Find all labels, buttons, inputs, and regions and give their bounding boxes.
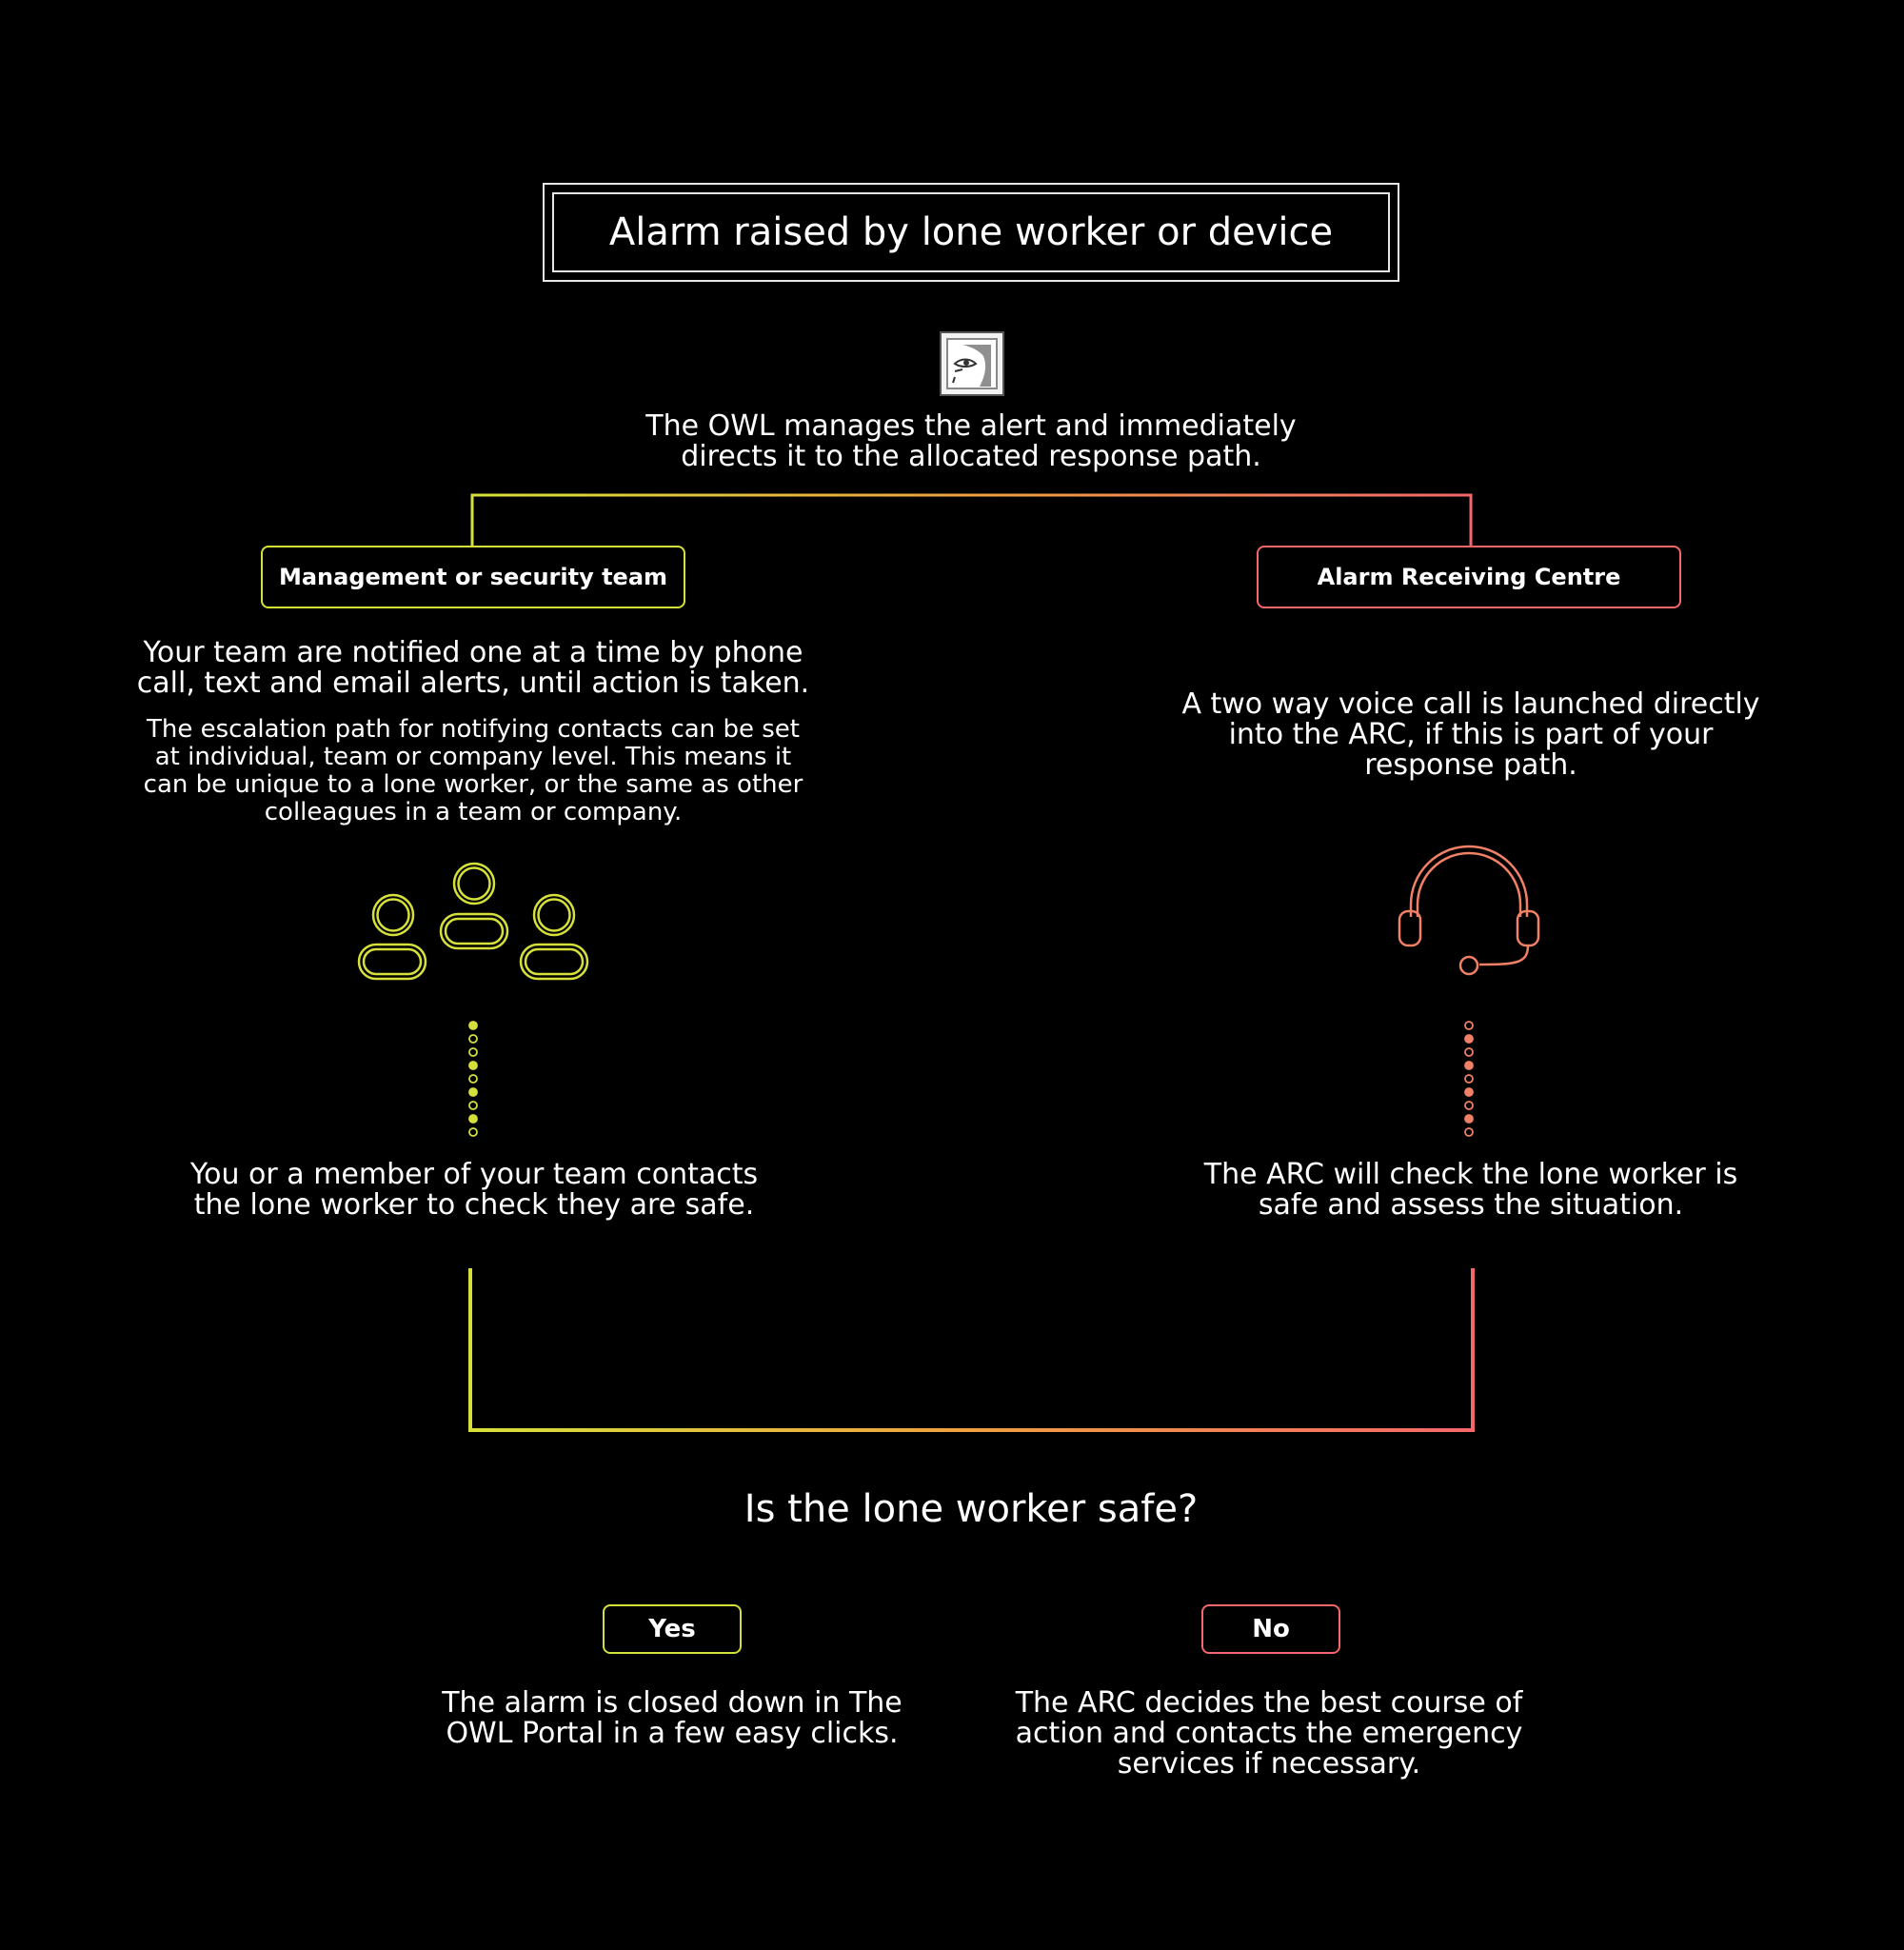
no-label: No	[1201, 1604, 1340, 1654]
safety-question: Is the lone worker safe?	[744, 1487, 1199, 1531]
no-outcome-text: The ARC decides the best course of action and contacts the emergency services if necessary.	[1015, 1686, 1523, 1781]
yes-outcome-text: The alarm is closed down in The OWL Portal in a few easy clicks.	[442, 1686, 902, 1750]
alarm-raised-box	[543, 183, 1399, 282]
management-outcome-text: You or a member of your team contacts the lone worker to check they are safe.	[189, 1158, 759, 1222]
arc-label: Alarm Receiving Centre	[1257, 546, 1681, 608]
split-connector	[472, 495, 1471, 546]
management-notify-text: Your team are notified one at a time by phone call, text and email alerts, until action is taken.	[136, 636, 810, 700]
alarm-raised-title: Alarm raised by lone worker or device	[552, 192, 1390, 272]
management-dotted-connector	[469, 1022, 477, 1136]
owl-logo-icon	[940, 331, 1004, 396]
arc-call-text: A two way voice call is launched directly into the ARC, if this is part of your response path.	[1181, 687, 1760, 782]
management-team-label: Management or security team	[261, 546, 685, 608]
yes-label: Yes	[603, 1604, 742, 1654]
arc-outcome-text: The ARC will check the lone worker is safe and assess the situation.	[1203, 1158, 1738, 1222]
management-escalation-text: The escalation path for notifying contacts can be set at individual, team or company level. This means it can be unique to a lone worker, or the same as other colleagues in a team or company.	[143, 715, 803, 826]
team-people-icon	[359, 864, 587, 979]
owl-logo-graphic	[942, 333, 1002, 394]
merge-connector	[470, 1268, 1473, 1430]
headset-icon	[1399, 846, 1538, 974]
arc-dotted-connector	[1465, 1022, 1473, 1136]
owl-description: The OWL manages the alert and immediately directs it to the allocated response path.	[645, 409, 1297, 473]
